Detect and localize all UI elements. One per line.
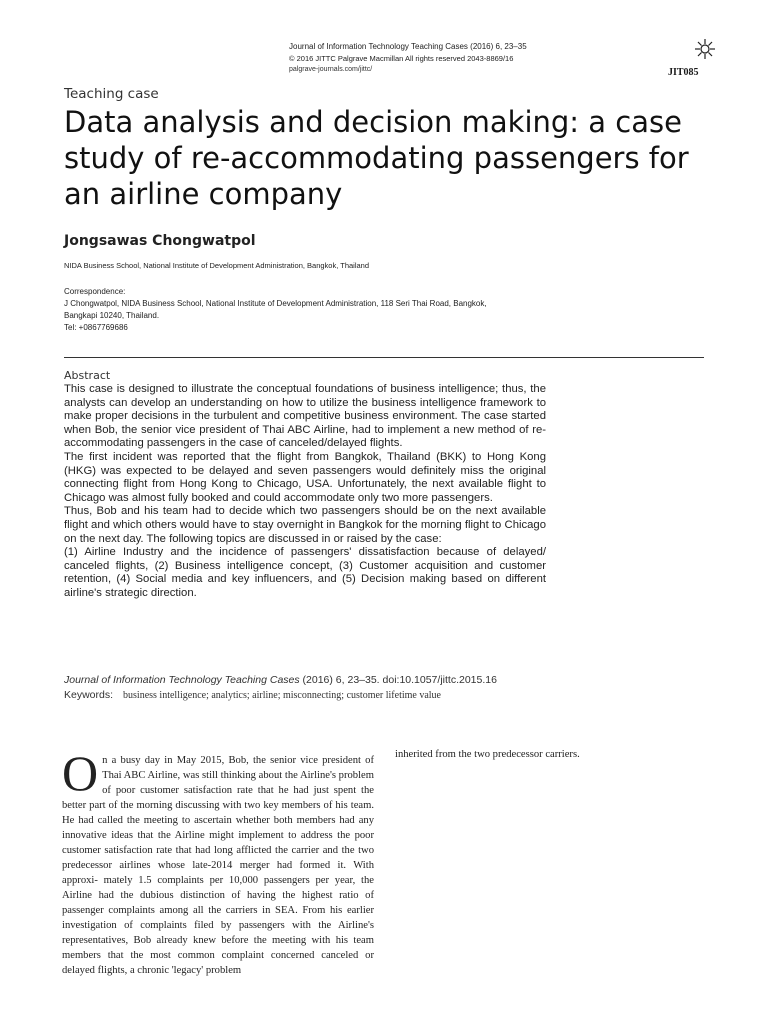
drop-cap: O <box>62 745 99 801</box>
publisher-logo-icon <box>694 38 716 60</box>
journal-url[interactable]: palgrave-journals.com/jittc/ <box>289 66 373 73</box>
keywords-line <box>64 689 441 701</box>
abstract-body <box>64 383 546 601</box>
correspondence-label: Correspondence: <box>64 287 126 296</box>
keywords-label: Keywords: <box>64 689 114 701</box>
correspondence-address-line1: J Chongwatpol, NIDA Business School, National Institute of Development Administration, 118 Seri Thai Road, Bangkok, <box>64 299 487 308</box>
journal-line: Journal of Information Technology Teaching Cases (2016) 6, 23–35 <box>289 42 527 51</box>
citation-details[interactable]: (2016) 6, 23–35. doi:10.1057/jittc.2015.16 <box>299 674 497 686</box>
article-code: JIT085 <box>668 67 699 78</box>
author-name: Jongsawas Chongwatpol <box>64 233 256 249</box>
citation-journal: Journal of Information Technology Teaching Cases <box>64 674 300 686</box>
citation-line <box>64 674 497 686</box>
author-affiliation: NIDA Business School, National Institute of Development Administration, Bangkok, Thailand <box>64 261 370 270</box>
abstract-heading: Abstract <box>64 369 111 382</box>
abstract-paragraph: Thus, Bob and his team had to decide which two passengers should be on the next available flight and which others would have to stay overnight in Bangkok for the morning flight to Chicago on the next day. The following topics are discussed in or raised by the case: <box>64 505 546 545</box>
abstract-paragraph: (1) Airline Industry and the incidence of passengers' dissatisfaction because of delayed/ canceled flights, (2) Business intelligence concept, (3) Customer acquisition and customer retention, (4) Social media and key influencers, and (5) Decision making based on different airline's strategic direction. <box>64 546 546 599</box>
section-divider <box>64 357 704 358</box>
correspondence-tel: Tel: +0867769686 <box>64 323 128 332</box>
keywords-value: business intelligence; analytics; airline; misconnecting; customer lifetime value <box>123 690 441 701</box>
body-column-right: inherited from the two predecessor carriers. <box>395 749 580 760</box>
copyright-line: © 2016 JITTC Palgrave Macmillan All rights reserved 2043-8869/16 <box>289 54 514 63</box>
abstract-paragraph: This case is designed to illustrate the conceptual foundations of business intelligence; thus, the analysts can develop an understanding on how to utilize the business intelligence framework to make proper decisions in the turbulent and competitive business environment. The case started when Bob, the senior vice president of Thai ABC Airline, had to implement a new method of re-accommodating passengers in the case of canceled/delayed flights. <box>64 383 546 450</box>
article-title: Data analysis and decision making: a case study of re-accommodating passengers for an airline company <box>64 105 689 211</box>
correspondence-block <box>64 286 584 334</box>
section-label: Teaching case <box>64 86 159 102</box>
abstract-paragraph: The first incident was reported that the flight from Bangkok, Thailand (BKK) to Hong Kong (HKG) was expected to be delayed and seven passengers would definitely miss the original connecting flight from Hong Kong to Chicago, USA. Unfortunately, the next available flight to Chicago was almost fully booked and could accommodate only two more passengers. <box>64 450 546 504</box>
body-text-left: n a busy day in May 2015, Bob, the senior vice president of Thai ABC Airline, was still thinking about the Airline's problem of poor customer satisfaction rate that he had just spent the better part of the morning discussing with two key members of his team. He had called the meeting to ascertain whether both members had any innovative ideas that the Airline might implement to address the poor customer satisfaction rate that had long afflicted the carrier and the two predecessor airlines whose late-2014 merger had formed it. With approxi- mately 1.5 complaints per 10,000 passengers per year, the Airline had the dubious distinction of having the highest ratio of passenger complaints among all the carriers in SEA. From his earlier investigation of complaints filed by passengers with the Airline's representatives, Bob already knew before the meeting with his team members that the most common complaint concerned canceled or delayed flights, a chronic 'legacy' problem <box>62 755 374 976</box>
body-column-left <box>62 745 374 978</box>
correspondence-address-line2: Bangkapi 10240, Thailand. <box>64 311 160 320</box>
